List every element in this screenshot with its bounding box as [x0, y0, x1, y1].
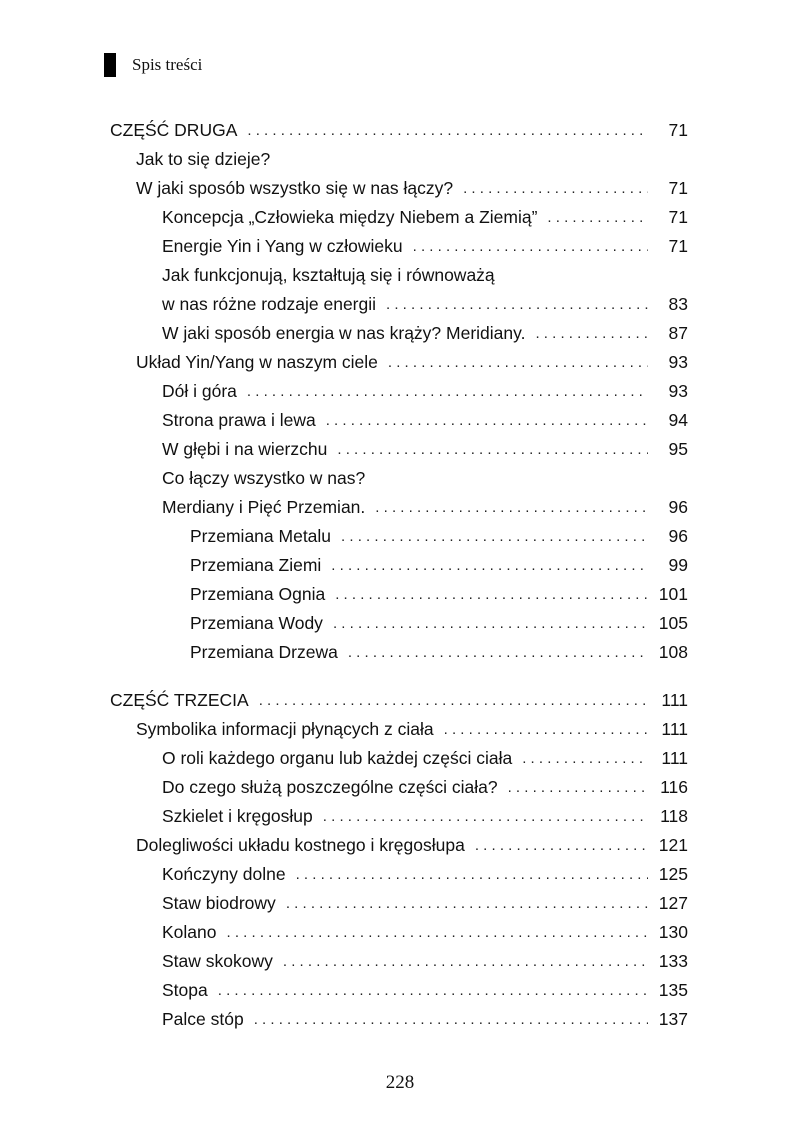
toc-entry[interactable] [110, 773, 688, 802]
toc-entry[interactable] [110, 860, 688, 889]
toc-entry[interactable] [110, 918, 688, 947]
toc-entry-page: 99 [668, 555, 688, 575]
toc-entry-title: w nas różne rodzaje energii [162, 294, 377, 314]
toc-entry-page: 93 [668, 352, 688, 372]
running-header [104, 52, 202, 78]
page-number: 228 [385, 1072, 415, 1093]
toc-entry-title: Układ Yin/Yang w naszym ciele [136, 352, 378, 372]
toc-entry[interactable] [110, 551, 688, 580]
toc-entry-page: 93 [668, 381, 688, 401]
toc-entry-page: 116 [660, 777, 688, 797]
toc-entry[interactable] [110, 232, 688, 261]
toc-entry-page: 101 [658, 584, 688, 604]
toc-entry-title: Dół i góra [162, 381, 237, 401]
toc-entry-page: 135 [658, 980, 688, 1000]
toc-entry-title: Przemiana Drzewa [190, 642, 338, 662]
dot-leader [331, 558, 648, 573]
toc-entry-page: 111 [661, 719, 688, 739]
toc-entry[interactable] [110, 406, 688, 435]
dot-leader [535, 326, 648, 341]
toc-entry[interactable] [110, 435, 688, 464]
toc-entry-title: Przemiana Metalu [190, 526, 332, 546]
dot-leader [444, 722, 648, 737]
toc-entry-page: 127 [658, 893, 688, 913]
toc-entry-title: Przemiana Ziemi [190, 555, 322, 575]
toc-entry-page: 137 [658, 1009, 688, 1029]
toc-entry[interactable] [110, 947, 688, 976]
toc-entry-page: 108 [658, 642, 688, 662]
dot-leader [463, 181, 648, 196]
toc-entry-page: 71 [668, 120, 688, 140]
toc-entry[interactable] [110, 203, 688, 232]
toc-entry[interactable] [110, 116, 688, 145]
toc-entry-title: Merdiany i Pięć Przemian. [162, 497, 366, 517]
toc-entry-title: Symbolika informacji płynących z ciała [136, 719, 434, 739]
toc-entry-title: O roli każdego organu lub każdej części ciała [162, 748, 513, 768]
toc-entry-page: 96 [668, 526, 688, 546]
dot-leader [348, 645, 648, 660]
dot-leader [218, 983, 648, 998]
dot-leader [227, 925, 649, 940]
dot-leader [326, 413, 648, 428]
toc-entry-title: Koncepcja „Człowieka między Niebem a Ziemią” [162, 207, 538, 227]
toc-entry-title: Jak to się dzieje? [136, 149, 271, 169]
dot-leader [333, 616, 648, 631]
toc-entry-page: 94 [668, 410, 688, 430]
toc-entry-title: Do czego służą poszczególne części ciała? [162, 777, 498, 797]
toc-entry-page: 125 [658, 864, 688, 884]
toc-entry-title: CZĘŚĆ TRZECIA [110, 690, 249, 710]
toc-entry-page: 111 [661, 690, 688, 710]
toc-entry[interactable] [110, 493, 688, 522]
toc-entry[interactable] [110, 174, 688, 203]
toc-entry-title: Strona prawa i lewa [162, 410, 316, 430]
toc-entry-title: CZĘŚĆ DRUGA [110, 120, 238, 140]
toc-entry-page: 83 [668, 294, 688, 314]
toc-entry-title: Co łączy wszystko w nas? [162, 468, 366, 488]
toc-entry-page: 133 [658, 951, 688, 971]
toc-entry-page: 118 [660, 806, 688, 826]
toc-entry[interactable] [110, 744, 688, 773]
running-title: Spis treści [132, 55, 203, 74]
toc-entry-title: Palce stóp [162, 1009, 244, 1029]
dot-leader [323, 809, 648, 824]
dot-leader [247, 123, 648, 138]
dot-leader [254, 1012, 648, 1027]
header-bar-mark [104, 53, 116, 77]
toc-entry-title: Jak funkcjonują, kształtują się i równoważą [162, 265, 495, 285]
toc-entry-page: 71 [668, 178, 688, 198]
toc-section-part-two [110, 116, 688, 667]
toc-entry[interactable] [110, 609, 688, 638]
dot-leader [335, 587, 648, 602]
dot-leader [247, 384, 648, 399]
toc-entry-title: Przemiana Wody [190, 613, 323, 633]
toc-entry-page: 96 [668, 497, 688, 517]
dot-leader [259, 693, 648, 708]
toc-entry[interactable] [110, 522, 688, 551]
toc-entry[interactable] [110, 802, 688, 831]
toc-entry[interactable] [110, 319, 688, 348]
toc-entry[interactable] [110, 348, 688, 377]
toc-entry[interactable] [110, 290, 688, 319]
toc-entry-title: Energie Yin i Yang w człowieku [162, 236, 403, 256]
toc-section-part-three [110, 686, 688, 1034]
toc-entry-page: 71 [668, 236, 688, 256]
toc-entry[interactable] [110, 976, 688, 1005]
toc-entry-title: Staw skokowy [162, 951, 273, 971]
toc-entry-title: W głębi i na wierzchu [162, 439, 328, 459]
toc-entry-title: W jaki sposób wszystko się w nas łączy? [136, 178, 454, 198]
toc-entry-title: Dolegliwości układu kostnego i kręgosłupa [136, 835, 465, 855]
toc-entry-page: 95 [668, 439, 688, 459]
toc-entry[interactable] [110, 638, 688, 667]
toc-entry[interactable] [110, 1005, 688, 1034]
toc-entry-page: 105 [658, 613, 688, 633]
dot-leader [375, 500, 648, 515]
toc-entry-page: 87 [668, 323, 688, 343]
toc-entry-page: 121 [658, 835, 688, 855]
toc-entry-title: Kończyny dolne [162, 864, 286, 884]
toc-entry[interactable] [110, 889, 688, 918]
toc-entry[interactable] [110, 686, 688, 715]
toc-entry[interactable] [110, 377, 688, 406]
dot-leader [388, 355, 648, 370]
toc-entry[interactable] [110, 261, 688, 290]
toc-entry-title: Stopa [162, 980, 208, 1000]
toc-entry[interactable] [110, 715, 688, 744]
dot-leader [475, 838, 648, 853]
dot-leader [508, 780, 648, 795]
toc-entry-page: 130 [658, 922, 688, 942]
dot-leader [341, 529, 648, 544]
toc-entry-title: Szkielet i kręgosłup [162, 806, 313, 826]
toc-entry[interactable] [110, 831, 688, 860]
dot-leader [337, 442, 648, 457]
toc-entry-page: 71 [668, 207, 688, 227]
dot-leader [296, 867, 648, 882]
toc-entry[interactable] [110, 145, 688, 174]
dot-leader [547, 210, 648, 225]
toc-entry[interactable] [110, 580, 688, 609]
dot-leader [522, 751, 648, 766]
dot-leader [286, 896, 648, 911]
toc-entry-title: Kolano [162, 922, 217, 942]
dot-leader [413, 239, 648, 254]
toc-entry-title: Staw biodrowy [162, 893, 276, 913]
toc-entry-title: W jaki sposób energia w nas krąży? Meridiany. [162, 323, 526, 343]
toc-entry-page: 111 [661, 748, 688, 768]
toc-entry[interactable] [110, 464, 688, 493]
dot-leader [386, 297, 648, 312]
dot-leader [283, 954, 648, 969]
toc-entry-title: Przemiana Ognia [190, 584, 326, 604]
